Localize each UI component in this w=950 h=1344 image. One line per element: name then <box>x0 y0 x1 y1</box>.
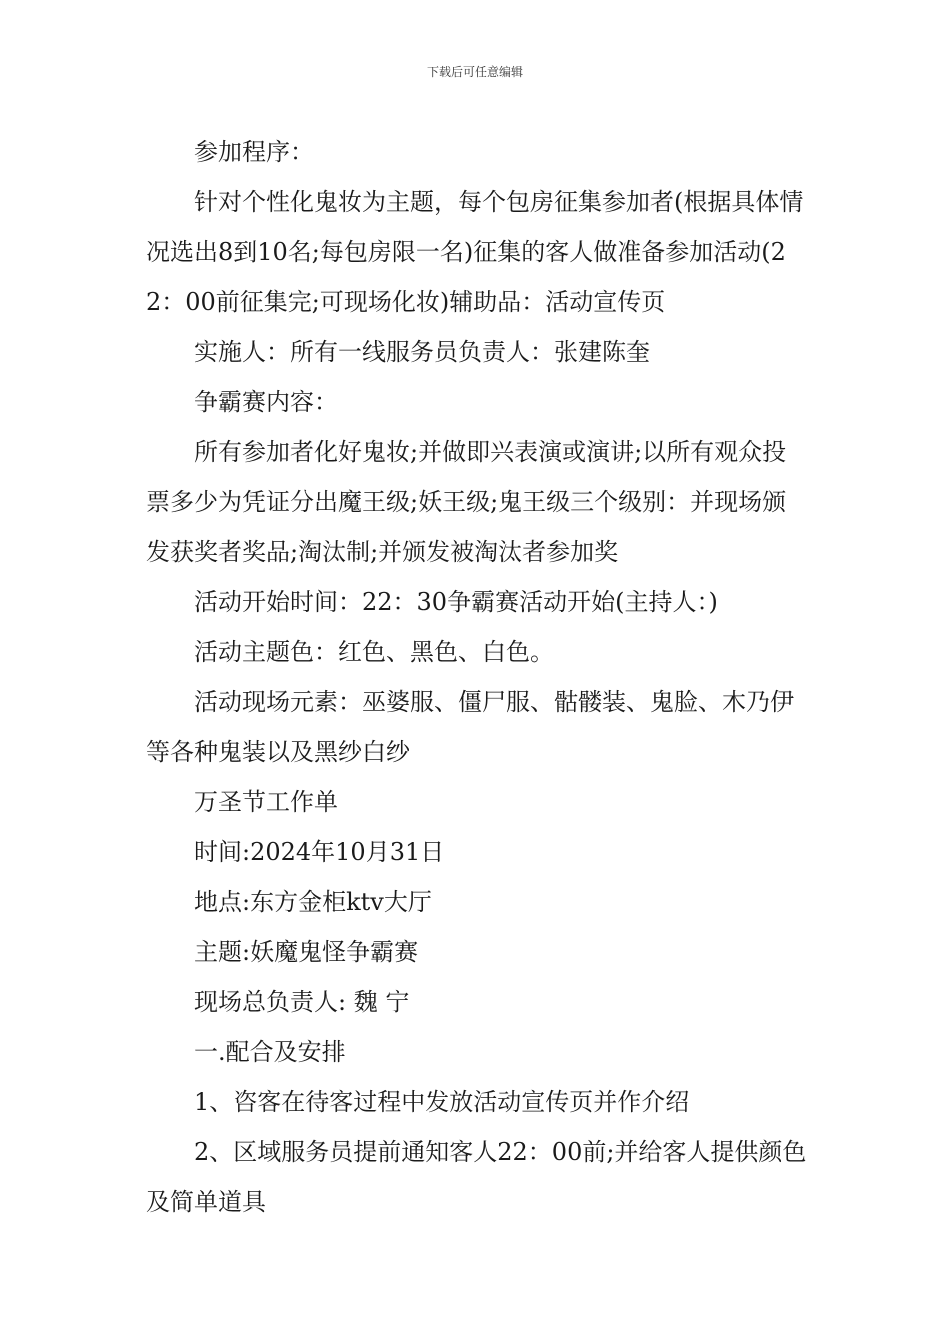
paragraph-scene-elements: 活动现场元素：巫婆服、僵尸服、骷髅装、鬼脸、木乃伊等各种鬼装以及黑纱白纱 <box>146 688 794 766</box>
paragraph-date: 时间:2024年10月31日 <box>194 838 445 866</box>
paragraph-participation-procedure: 参加程序： <box>194 138 314 166</box>
paragraph-contest-content: 所有参加者化好鬼妆;并做即兴表演或演讲;以所有观众投票多少为凭证分出魔王级;妖王级;鬼王级三个级别：并现场颁发获奖者奖品;淘汰制;并颁发被淘汰者参加奖 <box>146 438 787 566</box>
paragraph-implementer: 实施人：所有一线服务员负责人：张建陈奎 <box>194 338 650 366</box>
paragraph-start-time: 活动开始时间：22：30争霸赛活动开始(主持人：) <box>194 588 718 616</box>
paragraph-section-arrangement: 一.配合及安排 <box>194 1038 346 1066</box>
paragraph-person-in-charge: 现场总负责人: 魏 宁 <box>194 988 410 1016</box>
paragraph-location: 地点:东方金柜ktv大厅 <box>194 888 432 916</box>
document-body <box>146 127 808 1227</box>
paragraph-theme-colors: 活动主题色：红色、黑色、白色。 <box>194 638 554 666</box>
paragraph-contest-content-heading: 争霸赛内容： <box>194 388 338 416</box>
paragraph-item-2: 2、区域服务员提前通知客人22：00前;并给客人提供颜色及简单道具 <box>146 1138 807 1216</box>
paragraph-theme-description: 针对个性化鬼妆为主题，每个包房征集参加者(根据具体情况选出8到10名;每包房限一名)征集的客人做准备参加活动(22：00前征集完;可现场化妆)辅助品：活动宣传页 <box>146 188 804 316</box>
page-header-note: 下载后可任意编辑 <box>426 65 523 79</box>
paragraph-item-1: 1、咨客在待客过程中发放活动宣传页并作介绍 <box>194 1088 690 1116</box>
paragraph-work-order-title: 万圣节工作单 <box>194 788 338 816</box>
paragraph-theme: 主题:妖魔鬼怪争霸赛 <box>194 938 419 966</box>
